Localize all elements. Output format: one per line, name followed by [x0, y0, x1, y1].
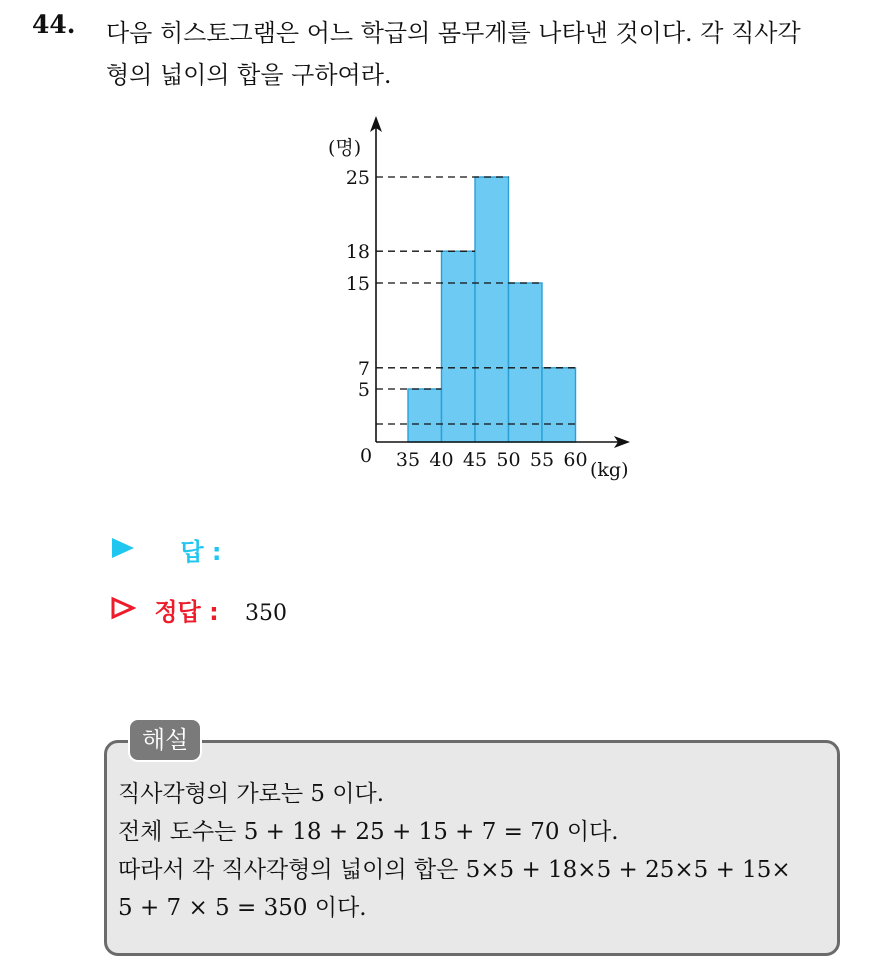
histogram-bar — [408, 389, 442, 442]
x-tick-label: 50 — [496, 449, 521, 471]
correct-answer-value: 350 — [245, 601, 288, 626]
explanation-tab: 해설 — [128, 718, 202, 762]
y-axis-label: (명) — [328, 137, 362, 159]
histogram-bar — [442, 251, 476, 442]
y-tick-label: 25 — [345, 167, 370, 189]
explanation-line-4: 5 + 7 × 5 = 350 이다. — [118, 895, 367, 921]
correct-answer-row — [110, 592, 287, 627]
x-tick-label: 45 — [462, 449, 488, 471]
question-line-1: 다음 히스토그램은 어느 학급의 몸무게를 나타낸 것이다. 각 직사각 — [106, 19, 801, 47]
y-tick-label: 7 — [357, 357, 370, 380]
question-line-2: 형의 넓이의 합을 구하여라. — [106, 61, 392, 89]
answer-prompt-row — [110, 532, 222, 567]
explanation-line-1: 직사각형의 가로는 5 이다. — [118, 781, 385, 807]
correct-answer-label: 정답 : — [154, 598, 219, 626]
x-axis-label: (kg) — [590, 459, 629, 481]
histogram-chart — [310, 110, 650, 490]
x-tick-label: 55 — [529, 449, 555, 471]
explanation-line-3: 따라서 각 직사각형의 넓이의 합은 5×5 + 18×5 + 25×5 + 15× — [118, 857, 791, 883]
filled-triangle-icon — [110, 536, 146, 566]
y-tick-label: 18 — [345, 241, 370, 264]
histogram-bar — [542, 368, 576, 442]
histogram-bar — [475, 177, 509, 442]
x-tick-label: 60 — [563, 449, 588, 471]
x-tick-label: 35 — [395, 449, 421, 471]
y-tick-label: 5 — [357, 379, 370, 401]
answer-prompt-label: 답 : — [180, 538, 222, 566]
explanation-line-2: 전체 도수는 5 + 18 + 25 + 15 + 7 = 70 이다. — [118, 819, 619, 845]
outline-triangle-icon — [110, 596, 146, 626]
question-number: 44. — [32, 10, 76, 39]
histogram-bar — [509, 283, 543, 442]
question-text — [106, 12, 866, 96]
y-tick-label: 15 — [345, 273, 370, 295]
explanation-text — [118, 775, 838, 927]
origin-label: 0 — [360, 445, 373, 467]
x-tick-label: 40 — [429, 449, 454, 471]
